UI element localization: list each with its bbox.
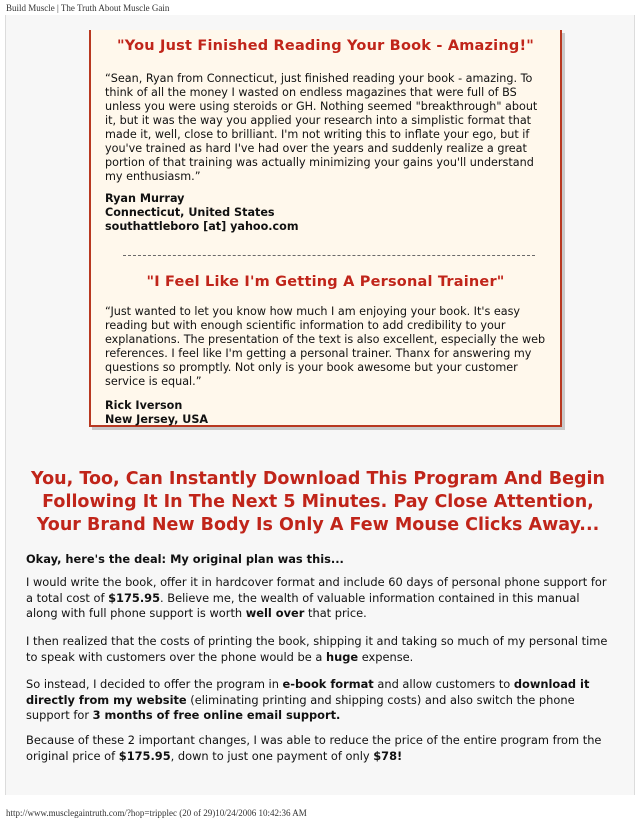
testimonial-quote: “Sean, Ryan from Connecticut, just finished reading your book - amazing. To think of all the money I wasted on endless magazines that were full of BS unless you were using steroids or GH. Nothing seemed "breakthrough" about it, but it was the way you applied your research into a simplistic format that made it, well, close to brilliant. I'm not writing this to inflate your ego, but if you've trained as hard I've had over the years and suddenly realize a great portion of that training was actually minimizing your gains you'll understand my enthusiasm.” [105,72,538,183]
testimonial-location: Connecticut, United States [105,206,275,219]
body-paragraph [26,677,612,724]
body-text: , down to just one payment of only [170,748,374,763]
price-original: $175.95 [108,590,161,605]
cta-heading: You, Too, Can Instantly Download This Program And Begin Following It In The Next 5 Minutes. Pay Close Attention, Your Brand New Body Is Only A Few Mouse Clicks Away... [31,469,605,535]
body-text: expense. [358,649,414,664]
price-new: $78! [373,748,403,763]
testimonial-title: "You Just Finished Reading Your Book - Amazing!" [116,38,535,54]
emphasis-text: well over [245,606,305,620]
body-paragraph [26,733,612,764]
body-text: I would write the book, offer it in hardcover format and include 60 days of personal phone support for a total cost of [26,575,607,605]
testimonial-signature [105,192,545,234]
testimonials-box [89,30,562,427]
testimonial-title: "I Feel Like I'm Getting A Personal Trainer" [146,274,505,290]
price-original: $175.95 [118,748,171,763]
body-text: . Believe me, the wealth of valuable information contained in this manual along with full phone support is worth [26,590,580,620]
testimonial-name: Ryan Murray [105,192,185,205]
deal-intro [26,552,612,568]
body-text: So instead, I decided to offer the program in [26,677,283,691]
emphasis-text: 3 months of free online email support. [92,708,341,722]
body-text: Because of these 2 important changes, I was able to reduce the price of the entire program from the original price of [26,733,602,763]
testimonial-divider [123,255,535,256]
body-paragraph [26,634,612,665]
body-text: that price. [304,606,367,620]
body-text: I then realized that the costs of printing the book, shipping it and taking so much of my personal time to speak with customers over the phone would be a [26,634,608,664]
testimonial-location: New Jersey, USA [105,413,209,426]
emphasis-text: download it directly from my website [26,677,590,707]
testimonial-signature [105,399,545,427]
testimonial-quote: “Just wanted to let you know how much I am enjoying your book. It's easy reading but with enough scientific information to add credibility to your explanations. The presentation of the text is also excellent, especially the web references. I feel like I'm getting a personal trainer. Thanx for answering my questions so promptly. Not only is your book awesome but your customer service is equal.” [105,305,546,388]
body-text: and allow customers to [373,677,514,691]
deal-intro-text: Okay, here's the deal: My original plan was this... [26,552,344,566]
body-text: (eliminating printing and shipping costs) and also switch the phone support for [26,692,575,722]
print-footer: http://www.musclegaintruth.com/?hop=tripplec (20 of 29)10/24/2006 10:42:36 AM [6,808,307,818]
body-paragraph [26,575,612,622]
testimonial-name: Rick Iverson [105,399,183,412]
print-header: Build Muscle | The Truth About Muscle Gain [6,3,170,13]
emphasis-text: huge [326,649,359,664]
emphasis-text: e-book format [282,677,374,691]
testimonial-email: southattleboro [at] yahoo.com [105,220,299,233]
